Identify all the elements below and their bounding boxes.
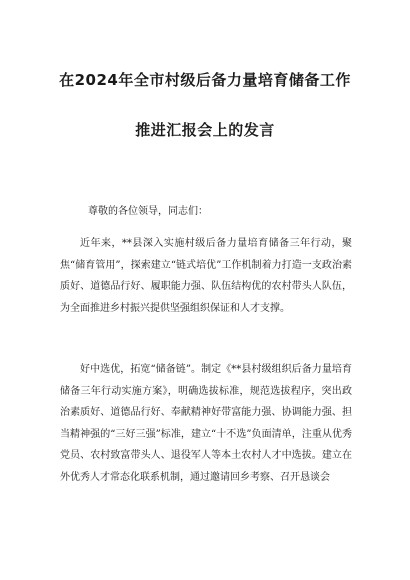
salutation: 尊敬的各位领导，同志们： (88, 206, 208, 217)
paragraph-2: 好中选优，拓宽“储备链”。制定《**县村级组织后备力量培育储备三年行动实施方案》，明确选拔标准，规范选拔程序，突出政治素质好、道德品行好、奉献精神好带富能力强、协调能力强、担当精神强的“三好三强”标准，建立“十不选”负面清单，注重从优秀党员、农村致富带头人、退役军人等本土农村人才中选拔。建立在外优秀人才常态化联系机制，通过邀请回乡考察、召开恳谈会 (60, 364, 352, 483)
document-title-line-1: 在2024年全市村级后备力量培育储备工作 (59, 71, 351, 89)
paragraph-1: 近年来，**县深入实施村级后备力量培育储备三年行动，聚焦“储育管用”，探索建立“链式培优”工作机制着力打造一支政治素质好、道德品行好、履职能力强、队伍结构优的农村带头人队伍，为全面推进乡村振兴提供坚强组织保证和人才支撑。 (60, 238, 352, 314)
document-title-line-2: 推进汇报会上的发言 (135, 121, 275, 139)
